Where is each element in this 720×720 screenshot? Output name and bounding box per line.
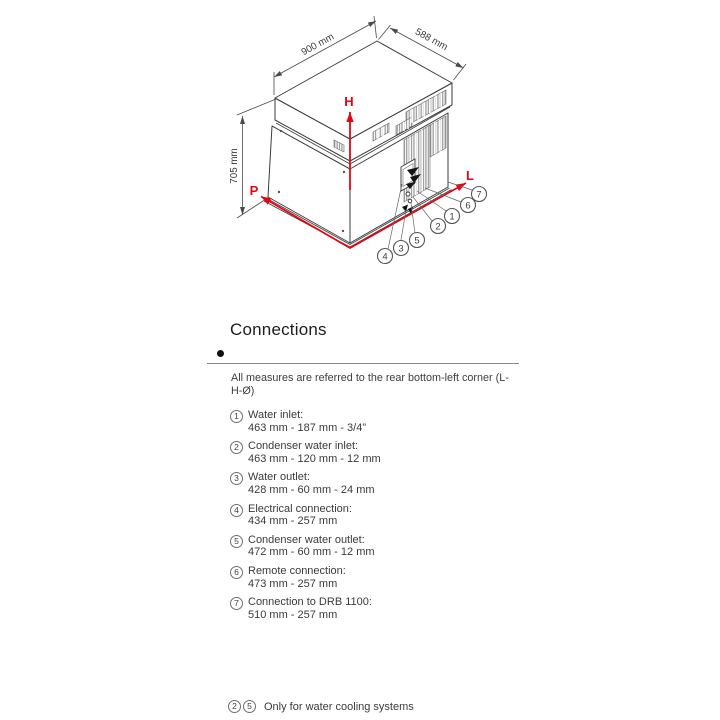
item-number-badge: 2 bbox=[230, 441, 243, 454]
item-label: Condenser water outlet: bbox=[248, 533, 365, 546]
footnote-badge-2: 2 bbox=[228, 700, 241, 713]
item-value: 434 mm - 257 mm bbox=[248, 515, 338, 528]
footnote bbox=[228, 700, 414, 713]
svg-text:1: 1 bbox=[449, 211, 455, 223]
item-value: 472 mm - 60 mm - 12 mm bbox=[248, 546, 375, 559]
section-divider bbox=[207, 363, 519, 364]
callout-1 bbox=[445, 209, 460, 224]
callout-2 bbox=[431, 219, 446, 234]
item-label: Remote connection: bbox=[248, 564, 346, 577]
item-number-badge: 4 bbox=[230, 504, 243, 517]
item-label: Condenser water inlet: bbox=[248, 440, 359, 453]
measures-note: All measures are referred to the rear bottom-left corner (L-H-Ø) bbox=[231, 372, 509, 397]
section-title: Connections bbox=[230, 320, 327, 339]
dim-depth-label: 588 mm bbox=[413, 26, 450, 54]
item-label: Water outlet: bbox=[248, 471, 310, 484]
item-number-badge: 1 bbox=[230, 410, 243, 423]
connection-item bbox=[230, 472, 519, 496]
svg-text:7: 7 bbox=[476, 189, 482, 201]
connection-item bbox=[230, 504, 519, 528]
bullet-marker bbox=[217, 350, 224, 357]
callout-4 bbox=[378, 249, 393, 264]
connection-item bbox=[230, 410, 519, 434]
item-value: 473 mm - 257 mm bbox=[248, 577, 338, 590]
axis-h-label: H bbox=[344, 94, 354, 109]
connection-item bbox=[230, 566, 519, 590]
callout-7 bbox=[472, 187, 487, 202]
item-number-badge: 5 bbox=[230, 535, 243, 548]
footnote-text: Only for water cooling systems bbox=[264, 700, 414, 713]
item-value: 510 mm - 257 mm bbox=[248, 608, 338, 621]
item-value: 463 mm - 187 mm - 3/4” bbox=[248, 421, 366, 434]
item-value: 428 mm - 60 mm - 24 mm bbox=[248, 483, 375, 496]
machine-isometric-drawing bbox=[0, 0, 720, 320]
connection-item bbox=[230, 597, 519, 621]
callout-3 bbox=[394, 241, 409, 256]
svg-text:3: 3 bbox=[398, 243, 404, 255]
dim-width-label: 900 mm bbox=[299, 31, 336, 59]
item-value: 463 mm - 120 mm - 12 mm bbox=[248, 452, 381, 465]
connections-section bbox=[207, 320, 519, 628]
connection-list bbox=[230, 410, 519, 621]
item-number-badge: 3 bbox=[230, 472, 243, 485]
footnote-badge-5: 5 bbox=[243, 700, 256, 713]
connection-item bbox=[230, 535, 519, 559]
svg-text:2: 2 bbox=[435, 221, 441, 233]
svg-text:4: 4 bbox=[382, 251, 388, 263]
item-number-badge: 7 bbox=[230, 597, 243, 610]
callout-6 bbox=[461, 198, 476, 213]
svg-text:5: 5 bbox=[414, 235, 420, 247]
svg-text:6: 6 bbox=[465, 200, 471, 212]
bullet-row bbox=[207, 340, 519, 363]
connection-item bbox=[230, 441, 519, 465]
item-label: Electrical connection: bbox=[248, 502, 352, 515]
axis-l-label: L bbox=[466, 168, 474, 183]
dim-height-label: 705 mm bbox=[229, 148, 240, 184]
axis-p-label: P bbox=[249, 183, 259, 198]
item-label: Water inlet: bbox=[248, 409, 304, 421]
item-number-badge: 6 bbox=[230, 566, 243, 579]
item-label: Connection to DRB 1100: bbox=[248, 596, 372, 609]
callout-5 bbox=[410, 233, 425, 248]
